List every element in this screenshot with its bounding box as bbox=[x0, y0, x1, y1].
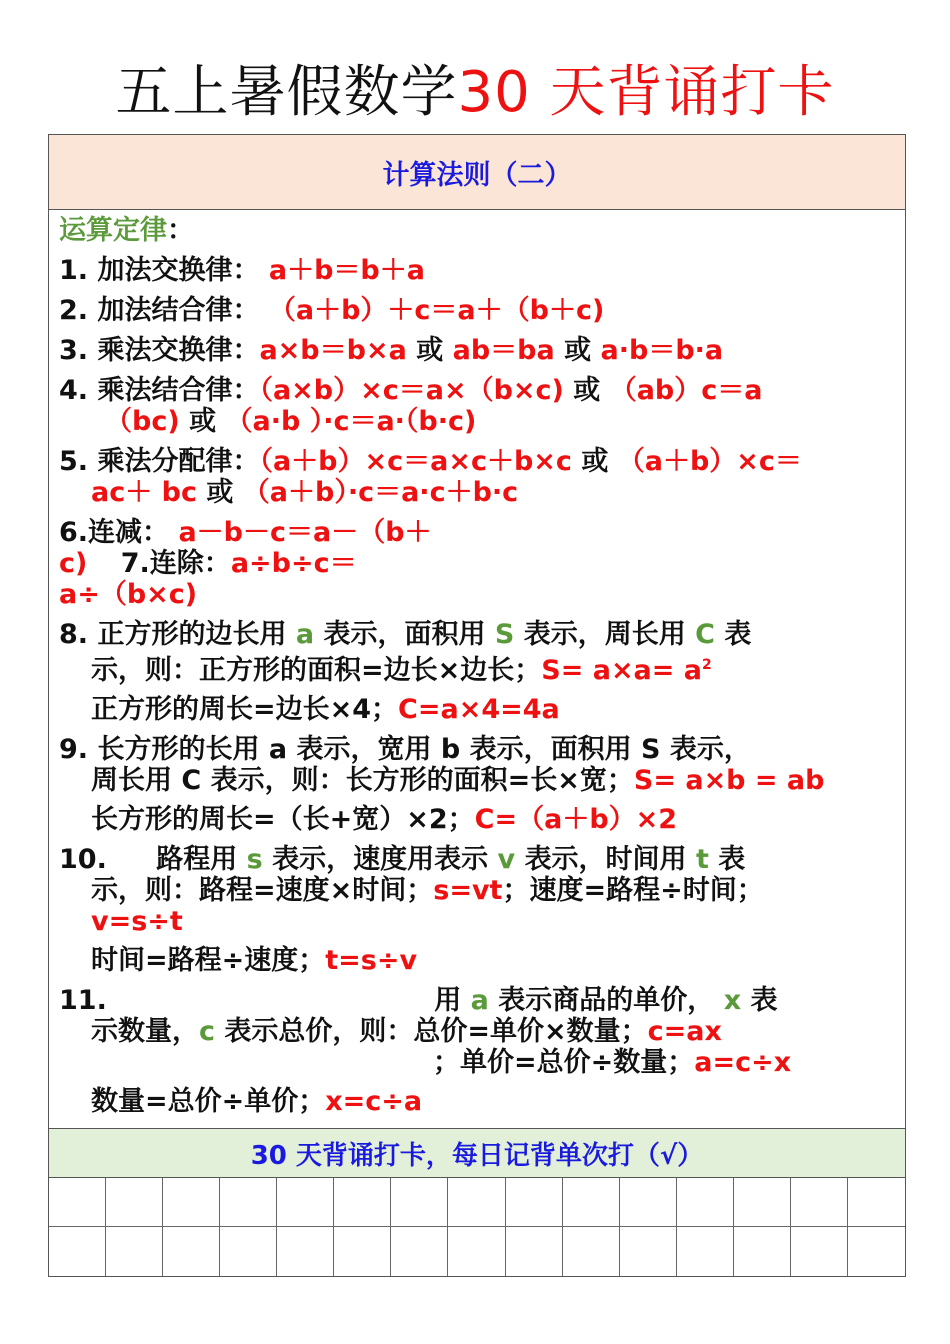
rules-content bbox=[59, 215, 895, 1117]
rule-1 bbox=[59, 255, 895, 286]
rule-formula: a÷b÷c＝ bbox=[230, 548, 357, 579]
or-text: 或 bbox=[196, 477, 243, 508]
checkin-cell[interactable] bbox=[448, 1178, 505, 1227]
rule-text: 表示总价，则：总价=单价×数量； bbox=[224, 1016, 648, 1047]
rule-4 bbox=[59, 375, 895, 437]
rule-text: 路程用 bbox=[156, 844, 238, 875]
section-heading: 计算法则（二） bbox=[49, 135, 905, 210]
or-text: 或 bbox=[406, 335, 453, 366]
rule-name: 6.连减： bbox=[59, 517, 170, 548]
rule-2 bbox=[59, 295, 895, 326]
title-part1: 五上暑假数学 bbox=[115, 60, 458, 125]
rule-number: 4. bbox=[59, 375, 89, 406]
checkin-cell[interactable] bbox=[334, 1227, 391, 1276]
rule-text: 表示，周长用 bbox=[523, 619, 686, 650]
rule-text: 表示商品的单价， bbox=[498, 985, 715, 1016]
rule-formula: ac＋ bc bbox=[91, 477, 197, 508]
unit-price-formula: a=c÷x bbox=[694, 1047, 792, 1078]
checkin-cell[interactable] bbox=[277, 1178, 334, 1227]
checkin-cell[interactable] bbox=[677, 1178, 734, 1227]
distance-formula: s=vt bbox=[433, 875, 503, 906]
or-text: 或 bbox=[554, 335, 601, 366]
var-a: a bbox=[470, 985, 489, 1016]
rule-formula: （a·b ）·c＝a·（b·c) bbox=[225, 406, 477, 437]
rule-formula: a×b＝b×a bbox=[259, 335, 407, 366]
rule-text: 时间=路程÷速度； bbox=[91, 945, 326, 976]
checkin-cell[interactable] bbox=[563, 1178, 620, 1227]
rule-6 bbox=[59, 517, 895, 548]
rule-text: 周长用 C 表示，则：长方形的面积=长×宽； bbox=[91, 765, 634, 796]
rule-formula: （a＋b）×c＝a×c＋b×c bbox=[259, 446, 572, 477]
rule-text: 表示，时间用 bbox=[524, 844, 687, 875]
checkin-cell[interactable] bbox=[677, 1227, 734, 1276]
checkin-cell[interactable] bbox=[277, 1227, 334, 1276]
checkin-cell[interactable] bbox=[106, 1178, 163, 1227]
var-c: C bbox=[695, 619, 715, 650]
var-s: s bbox=[246, 844, 263, 875]
var-x: x bbox=[723, 985, 742, 1016]
intro-colon: ： bbox=[167, 215, 194, 246]
rule-text: 示，则：正方形的面积=边长×边长； bbox=[91, 655, 542, 686]
rule-number: 5. bbox=[59, 446, 89, 477]
perimeter-formula: C=（a＋b）×2 bbox=[474, 804, 678, 835]
checkin-cell[interactable] bbox=[220, 1227, 277, 1276]
intro-line bbox=[59, 215, 895, 246]
checkin-cell[interactable] bbox=[791, 1178, 848, 1227]
rule-number: 2. bbox=[59, 295, 89, 326]
rule-5 bbox=[59, 446, 895, 508]
intro-label: 运算定律 bbox=[59, 215, 167, 246]
rule-formula: a·b＝b·a bbox=[600, 335, 724, 366]
rule-number: 3. bbox=[59, 335, 89, 366]
rule-9-rect bbox=[59, 734, 895, 835]
rule-formula: c) bbox=[59, 548, 88, 579]
total-formula: c=ax bbox=[647, 1016, 722, 1047]
rule-text: 表 bbox=[718, 844, 746, 875]
rule-formula: （a×b）×c＝a×（b×c) bbox=[259, 375, 564, 406]
var-a: a bbox=[295, 619, 315, 650]
checkin-cell[interactable] bbox=[220, 1178, 277, 1227]
rule-formula: （ab）c＝a bbox=[609, 375, 763, 406]
area-formula: S= a×a= a bbox=[541, 655, 703, 686]
rule-11-price bbox=[59, 985, 895, 1117]
checkin-cell[interactable] bbox=[848, 1227, 905, 1276]
rule-text: 用 bbox=[434, 985, 462, 1016]
rule-formula: （bc) bbox=[105, 406, 180, 437]
title-part2: 30 天背诵打卡 bbox=[457, 60, 835, 125]
checkin-cell[interactable] bbox=[506, 1227, 563, 1276]
checkin-cell[interactable] bbox=[163, 1227, 220, 1276]
page-title bbox=[0, 48, 950, 128]
checkin-cell[interactable] bbox=[563, 1227, 620, 1276]
checkin-cell[interactable] bbox=[620, 1227, 677, 1276]
superscript: 2 bbox=[702, 657, 712, 673]
rule-formula: ab＝ba bbox=[452, 335, 555, 366]
rule-number: 8. bbox=[59, 619, 89, 650]
rule-text: 数量=总价÷单价； bbox=[91, 1086, 326, 1117]
rule-text: 示，则：路程=速度×时间； bbox=[91, 875, 434, 906]
rules-card bbox=[48, 134, 906, 1277]
var-c: c bbox=[199, 1016, 216, 1047]
var-t: t bbox=[695, 844, 709, 875]
checkin-cell[interactable] bbox=[734, 1227, 791, 1276]
or-text: 或 bbox=[563, 375, 610, 406]
checkin-cell[interactable] bbox=[106, 1227, 163, 1276]
checkin-cell[interactable] bbox=[506, 1178, 563, 1227]
rule-name: 加法结合律： bbox=[97, 295, 260, 326]
var-v: v bbox=[497, 844, 516, 875]
checkin-cell[interactable] bbox=[334, 1178, 391, 1227]
time-formula: t=s÷v bbox=[325, 945, 418, 976]
checkin-cell[interactable] bbox=[49, 1178, 106, 1227]
speed-formula: v=s÷t bbox=[91, 906, 183, 937]
rule-formula: a＋b＝b＋a bbox=[268, 255, 425, 286]
checkin-cell[interactable] bbox=[734, 1178, 791, 1227]
or-text: 或 bbox=[179, 406, 226, 437]
rule-formula: （a＋b）＋c＝a＋（b＋c) bbox=[268, 295, 605, 326]
rule-10-travel bbox=[59, 844, 895, 976]
rule-text: 表示，面积用 bbox=[323, 619, 486, 650]
rule-number: 9. bbox=[59, 734, 89, 765]
rule-formula: a－b－c＝a－（b＋ bbox=[178, 517, 432, 548]
rule-text: 示数量， bbox=[91, 1016, 199, 1047]
checkin-cell[interactable] bbox=[163, 1178, 220, 1227]
checkin-cell[interactable] bbox=[391, 1227, 448, 1276]
checkin-cell[interactable] bbox=[391, 1178, 448, 1227]
rule-formula: （a＋b）·c＝a·c＋b·c bbox=[242, 477, 519, 508]
rule-formula: a÷（b×c) bbox=[59, 579, 198, 610]
rule-text: 正方形的周长=边长×4； bbox=[91, 694, 399, 725]
rule-number: 10. bbox=[59, 844, 107, 875]
or-text: 或 bbox=[571, 446, 618, 477]
rule-8-square bbox=[59, 619, 895, 725]
checkin-grid bbox=[49, 1178, 905, 1276]
perimeter-formula: C=a×4=4a bbox=[398, 694, 560, 725]
rule-name: 乘法分配律： bbox=[97, 446, 260, 477]
rule-number: 1. bbox=[59, 255, 89, 286]
rule-text: 表 bbox=[750, 985, 778, 1016]
rule-text: 表 bbox=[724, 619, 752, 650]
rule-3 bbox=[59, 335, 895, 366]
rule-text: 长方形的周长=（长+宽）×2； bbox=[91, 804, 475, 835]
rule-7-cont bbox=[59, 579, 895, 610]
rule-text: ；单价=总价÷数量； bbox=[433, 1047, 695, 1078]
area-formula: S= a×b = ab bbox=[633, 765, 825, 796]
rule-text: 正方形的边长用 bbox=[97, 619, 287, 650]
checkin-cell[interactable] bbox=[448, 1227, 505, 1276]
rule-name: 乘法结合律： bbox=[97, 375, 260, 406]
rule-number: 11. bbox=[59, 985, 107, 1016]
rule-name: 7.连除： bbox=[120, 548, 231, 579]
rule-name: 乘法交换律： bbox=[97, 335, 260, 366]
checkin-cell[interactable] bbox=[848, 1178, 905, 1227]
rule-text: 长方形的长用 a 表示，宽用 b 表示，面积用 S 表示， bbox=[97, 734, 751, 765]
rule-name: 加法交换律： bbox=[97, 255, 260, 286]
rule-text: ；速度=路程÷时间； bbox=[502, 875, 764, 906]
var-s: S bbox=[494, 619, 515, 650]
checkin-cell[interactable] bbox=[791, 1227, 848, 1276]
checkin-heading: 30 天背诵打卡，每日记背单次打（√） bbox=[49, 1128, 905, 1178]
rule-6-7 bbox=[59, 548, 895, 579]
checkin-cell[interactable] bbox=[49, 1227, 106, 1276]
rule-formula: （a＋b）×c＝ bbox=[617, 446, 802, 477]
checkin-cell[interactable] bbox=[620, 1178, 677, 1227]
rule-text: 表示，速度用表示 bbox=[272, 844, 489, 875]
quantity-formula: x=c÷a bbox=[325, 1086, 423, 1117]
